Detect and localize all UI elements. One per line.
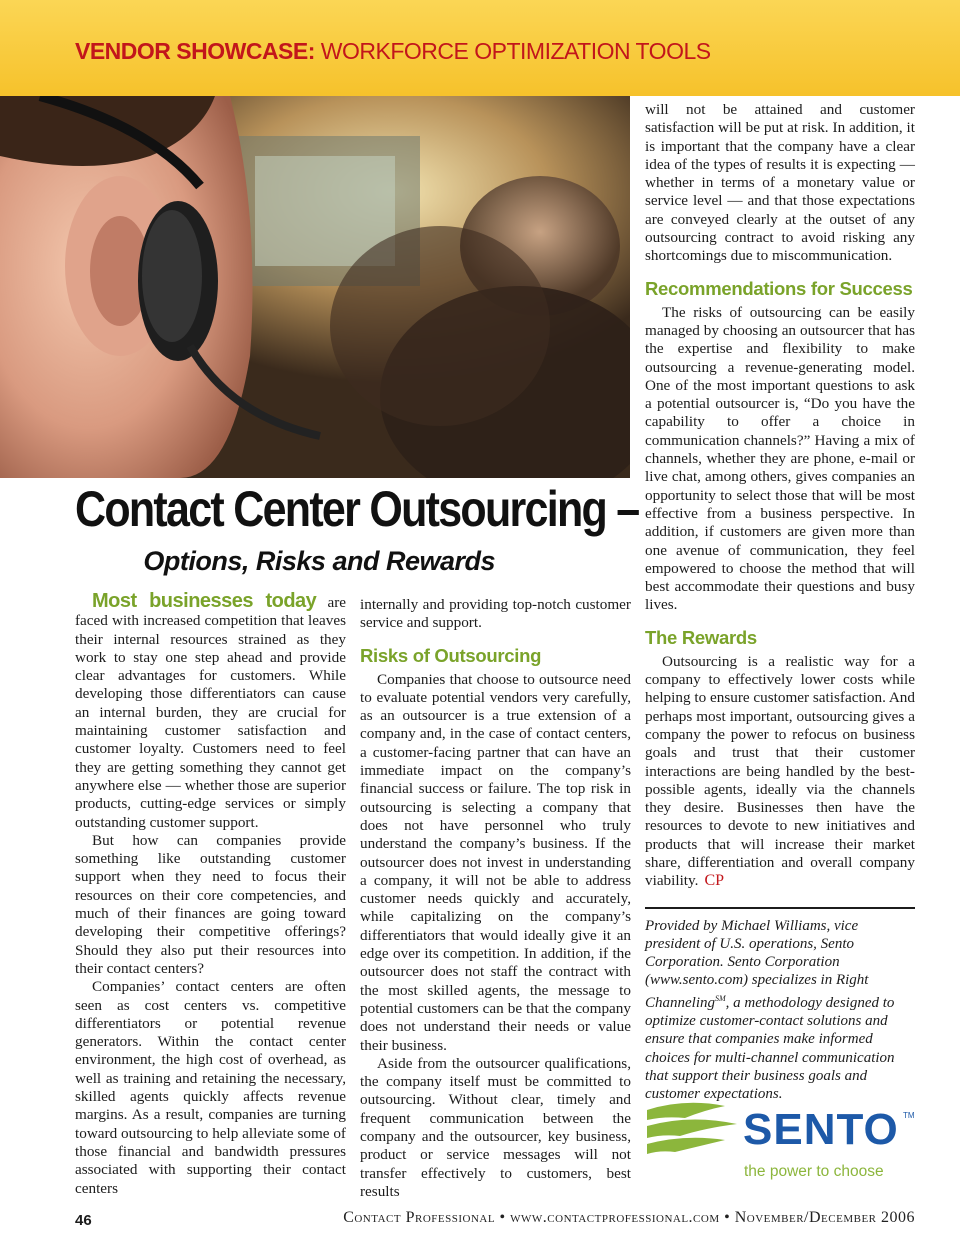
sento-logo-graphic [645, 1096, 917, 1186]
paragraph-3-continued: internally and providing top-notch customer service and support. [360, 596, 631, 632]
logo-trademark: TM [903, 1111, 915, 1120]
author-bio-text-b: , a methodology designed to optimize customer-contact solutions and ensure that companies make informed choices for multi-channel communication that support their business goals and customer expectations. [645, 994, 895, 1103]
article-title: Contact Center Outsourcing – [75, 481, 639, 537]
author-bio-text-a: Provided by Michael Williams, vice president of U.S. operations, Sento Corporation. Sento Corporation (www.sento.com) specializes in Right Channeling [645, 917, 869, 1011]
paragraph-5-continued: will not be attained and customer satisfaction will be put at risk. In addition, it is important that the company have a clear idea of the types of results it is expecting — whether in terms of a monetary value or service level — and that those expectations are conveyed clearly at the outset of any outsourcing contract to avoid risking any shortcomings due to miscommunication. [645, 101, 915, 265]
end-mark: CP [704, 872, 725, 890]
article-subtitle: Options, Risks and Rewards [143, 546, 495, 576]
column-1 [75, 592, 346, 1198]
headset-agent-photo [0, 96, 630, 478]
heading-recommendations: Recommendations for Success [645, 277, 913, 299]
photo-illustration [0, 96, 630, 478]
paragraph-1 [75, 592, 346, 832]
paragraph-4: Companies that choose to outsource need to evaluate potential vendors very carefully, as an outsourcer is a true extension of a company and, in the case of contact centers, a customer-facing partner that can have an immediate impact on the company’s financial success or failure. The top risk in outsourcing is selecting a company that does not have personnel who truly understand the company’s business. If the outsourcer does not invest in understanding a company, it will not be able to address customer needs quickly and accurately, while capitalizing on the company’s differentiators that would ideally give it an edge over its competition. In addition, if the outsourcer does not staff the contract with the most skilled agents, the message to potential customers can be that the company does not understand their needs or value their business. [360, 670, 631, 1054]
service-mark: SM [715, 993, 726, 1003]
column-2 [360, 596, 631, 1201]
page-number: 46 [75, 1212, 92, 1229]
paragraph-7-text: Outsourcing is a realistic way for a company to effectively lower costs while helping to ensure customer satisfaction. And perhaps most important, outsourcing gives a company the power to refocus on business goals and trust that their customer interactions are being handled by the best-possible agents, ideally via the channels they desire. Businesses then have the resources to devote to new initiatives and products that will increase their market share, differentiation and overall company viability. [645, 652, 915, 890]
column-3 [645, 101, 915, 1104]
paragraph-7 [645, 653, 915, 891]
logo-tagline: the power to choose [744, 1163, 884, 1180]
header-banner [0, 0, 960, 96]
paragraph-3: Companies’ contact centers are often seen as cost centers vs. competitive differentiators or potential revenue generators. Within the contact center environment, the high cost of overhead, as well as training and retaining the necessary, skilled agents quickly affects revenue margins. As a result, companies are turning toward outsourcing to help alleviate some of those financial and bandwidth pressures associated with supporting their contact centers [75, 978, 346, 1197]
logo-wordmark: SENTO [743, 1105, 899, 1154]
section-label-rest: WORKFORCE OPTIMIZATION TOOLS [320, 38, 711, 64]
heading-rewards: The Rewards [645, 626, 757, 648]
publication-line: Contact Professional • www.contactprofessional.com • November/December 2006 [343, 1209, 915, 1226]
paragraph-2: But how can companies provide something like outstanding customer support when they need to focus their resources on their core competencies, and much of their finances are going toward developing their competitive offerings? Should they also put their resources into their contact centers? [75, 831, 346, 977]
paragraph-6: The risks of outsourcing can be easily managed by choosing an outsourcer that has the expertise and flexibility to make outsourcing a revenue-generating model. One of the most important questions to ask a potential outsourcer is, “Do you have the capability to offer a choice in communication channels?” Having a mix of channels, whether they are phone, e-mail or live chat, among others, gives companies an opportunity to select those that will be most effective from a business perspective. In addition, if customers are given more than one avenue of communication, they feel empowered to choose the method that will best accommodate their questions and busy lives. [645, 303, 915, 614]
section-label [75, 38, 711, 65]
sento-logo [645, 1096, 917, 1186]
paragraph-1-text: are faced with increased competition that leaves their internal resources strained as they work to stay one step ahead and provide clear advantages for customers. While developing those differentiators can cause an internal burden, they are crucial for maintaining customer satisfaction and customer loyalty. Customers need to feel they are getting something they cannot get anywhere else — whether those are superior products, cutting-edge services or simply outstanding customer support. [75, 594, 346, 831]
paragraph-5: Aside from the outsourcer qualifications, the company itself must be committed to outsourcing. Without clear, timely and frequent communication between the company and the outsourcer, key business, product or service messages will not transfer effectively to customers, best results [360, 1054, 631, 1200]
bio-divider [645, 907, 915, 909]
author-bio [645, 917, 915, 1104]
heading-risks: Risks of Outsourcing [360, 644, 542, 666]
lead-in: Most businesses today [92, 590, 317, 612]
section-label-bold: VENDOR SHOWCASE: [75, 38, 315, 64]
